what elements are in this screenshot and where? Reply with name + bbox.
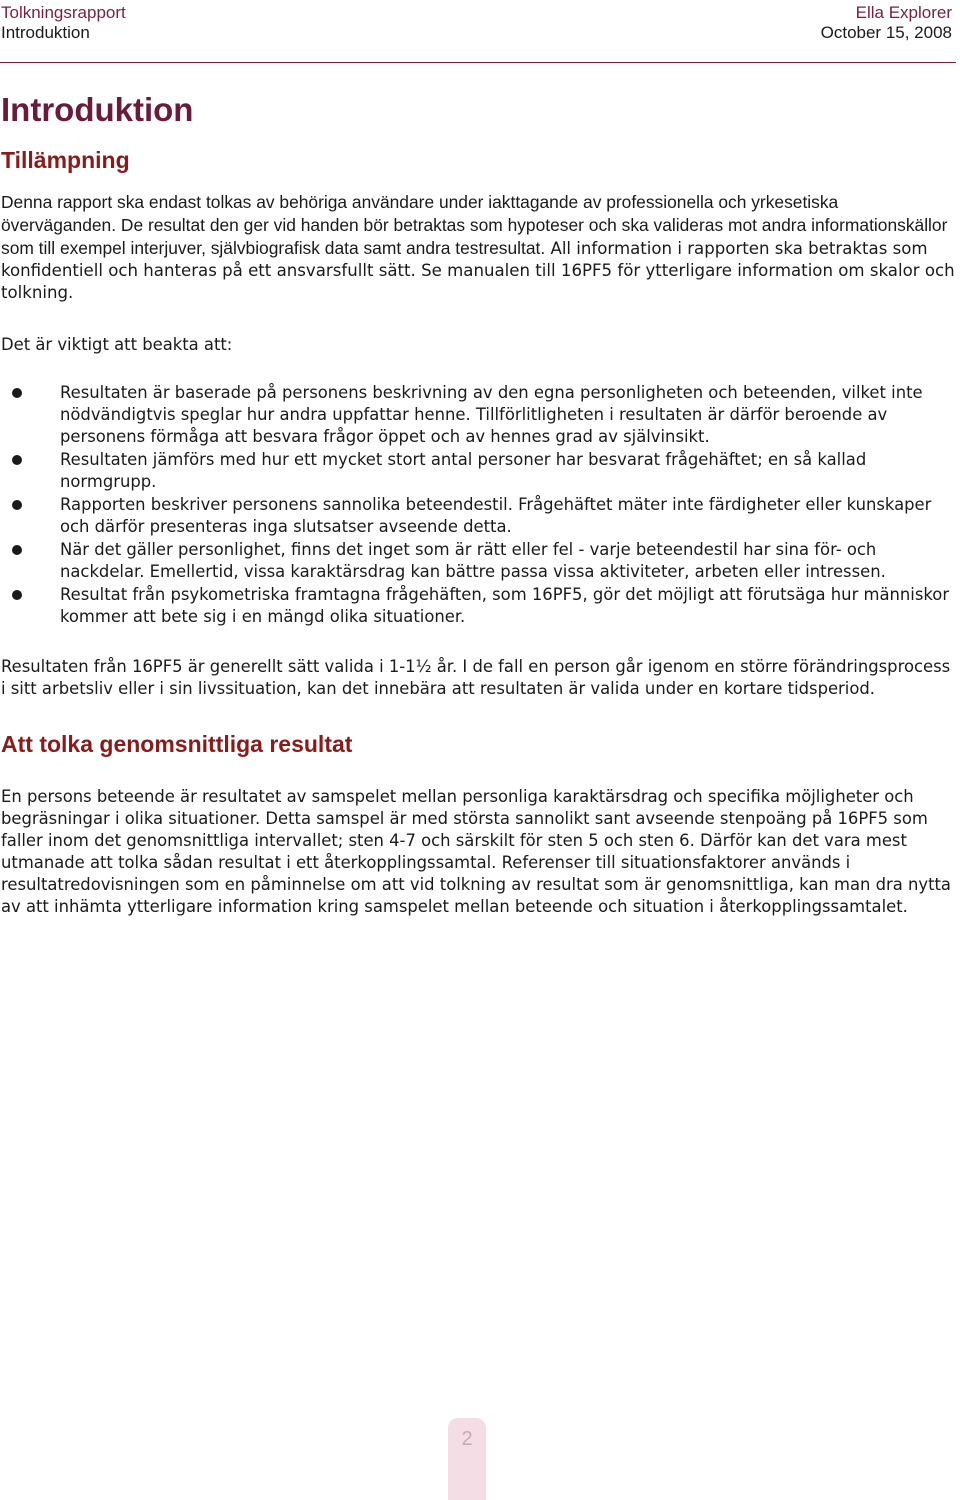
list-item-text: Rapporten beskriver personens sannolika beteendestil. Frågehäftet mäter inte färdigheter eller kunskaper och därför presenteras inga slutsatser avseende detta. <box>60 495 932 536</box>
header-bottom-row <box>1 23 952 43</box>
bullet-icon <box>12 388 22 398</box>
validity-paragraph: Resultaten från 16PF5 är generellt sätt valida i 1-1½ år. I de fall en person går igenom en större förändringsprocess i sitt arbetsliv eller i sin livssituation, kan det innebära att resultaten är valida under en kortare tidsperiod. <box>1 657 951 698</box>
page-content <box>1 88 956 918</box>
page-number: 2 <box>461 1428 473 1450</box>
list-item <box>1 449 956 493</box>
list-item <box>1 494 956 538</box>
bullet-icon <box>12 455 22 465</box>
page-header <box>0 0 956 63</box>
average-results-paragraph: En persons beteende är resultatet av samspelet mellan personliga karaktärsdrag och specifika möjligheter och begräsningar i olika situationer. Detta samspel är med största sannolikt sant avseende stenpoäng på 16PF5 som faller inom det genomsnittliga intervallet; sten 4-7 och särskilt för sten 5 och sten 6. Därför kan det vara mest utmanade att tolka sådan resultat i ett återkopplingssamtal. Referenser till situationsfaktorer används i resultatredovisningen som en påminnelse om att vid tolkning av resultat som är genomsnittliga, kan man dra nytta av att inhämta ytterligare information kring samspelet mellan beteende och situation i återkopplingssamtalet. <box>1 787 951 916</box>
page-number-tab <box>448 1418 486 1500</box>
bullet-icon <box>12 500 22 510</box>
person-name: Ella Explorer <box>855 3 952 22</box>
report-title: Tolkningsrapport <box>1 3 126 22</box>
list-item-text: Resultaten jämförs med hur ett mycket stort antal personer har besvarat frågehäftet; en så kallad normgrupp. <box>60 450 867 491</box>
report-date: October 15, 2008 <box>820 23 952 42</box>
list-item <box>1 382 956 448</box>
page-title: Introduktion <box>1 91 194 128</box>
intro-paragraph <box>1 191 956 304</box>
list-item <box>1 584 956 628</box>
list-item <box>1 539 956 583</box>
list-item-text: När det gäller personlighet, finns det inget som är rätt eller fel - varje beteendestil har sina för- och nackdelar. Emellertid, vissa karaktärsdrag kan bättre passa vissa aktiviteter, arbeten eller intressen. <box>60 540 886 581</box>
intro-text-rest: All information i rapporten ska betraktas som konfidentiell och hanteras på ett ansvarsfullt sätt. Se manualen till 16PF5 för ytterligare information om skalor och tolkning. <box>1 239 955 302</box>
section-heading-average-results: Att tolka genomsnittliga resultat <box>1 731 353 757</box>
header-top-row <box>1 3 952 23</box>
list-item-text: Resultaten är baserade på personens beskrivning av den egna personligheten och beteenden, vilket inte nödvändigtvis speglar hur andra uppfattar henne. Tillförlitligheten i resultaten är därför beroende av personens förmåga att besvara frågor öppet och av hennes grad av självinsikt. <box>60 383 923 446</box>
bullet-icon <box>12 545 22 555</box>
bullet-icon <box>12 590 22 600</box>
section-name: Introduktion <box>1 23 90 42</box>
subheading-tillampning: Tillämpning <box>1 147 130 173</box>
considerations-list <box>1 382 956 628</box>
intro-text-sans: Denna rapport ska endast tolkas av behöriga användare under iakttagande av professionella och yrkesetiska överväganden. De resultat den ger vid handen bör betraktas som hypoteser och ska valideras mot andra informationskällor som till exempel interjuver, självbiografisk data samt andra testresultat. <box>1 192 948 258</box>
lead-in-text: Det är viktigt att beakta att: <box>1 335 233 354</box>
list-item-text: Resultat från psykometriska framtagna frågehäften, som 16PF5, gör det möjligt att förutsäga hur människor kommer att bete sig i en mängd olika situationer. <box>60 585 950 626</box>
